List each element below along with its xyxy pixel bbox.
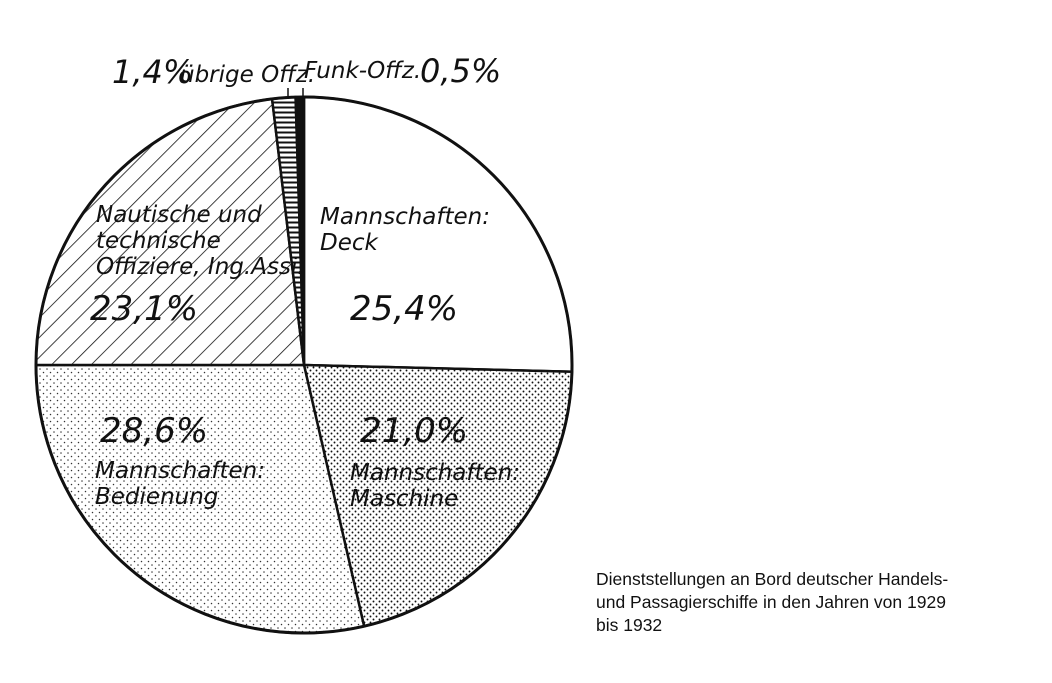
slice-name-label: Mannschaften: [95,458,265,484]
slice-name-label: Mannschaften: [350,460,520,486]
caption-line: Dienststellungen an Bord deutscher Handels- [596,569,949,589]
slice-percent-label: 1,4% [112,53,194,91]
pie-slices [36,97,572,633]
slice-name-label: Deck [320,230,378,256]
slice-percent-label: 23,1% [90,289,199,329]
slice-name-label: Offiziere, Ing.Assi. [96,254,305,280]
slice-name-label: Mannschaften: [320,204,490,230]
slice-percent-label: 28,6% [100,411,209,451]
slice-percent-label: 21,0% [360,411,469,451]
slice-name-label: Maschine [350,486,459,512]
caption-line: bis 1932 [596,615,663,635]
caption-line: und Passagierschiffe in den Jahren von 1929 [596,592,946,612]
slice-name-label: Bedienung [95,484,219,510]
slice-percent-label: 0,5% [420,52,502,90]
slice-name-label: technische [96,228,221,254]
slice-name-label: Nautische und [96,202,262,228]
slice-percent-label: 25,4% [350,289,459,329]
slice-name-label: übrige Offz. [180,62,316,88]
slice-name-label: Funk-Offz. [304,58,422,84]
figure-caption [596,568,1036,637]
